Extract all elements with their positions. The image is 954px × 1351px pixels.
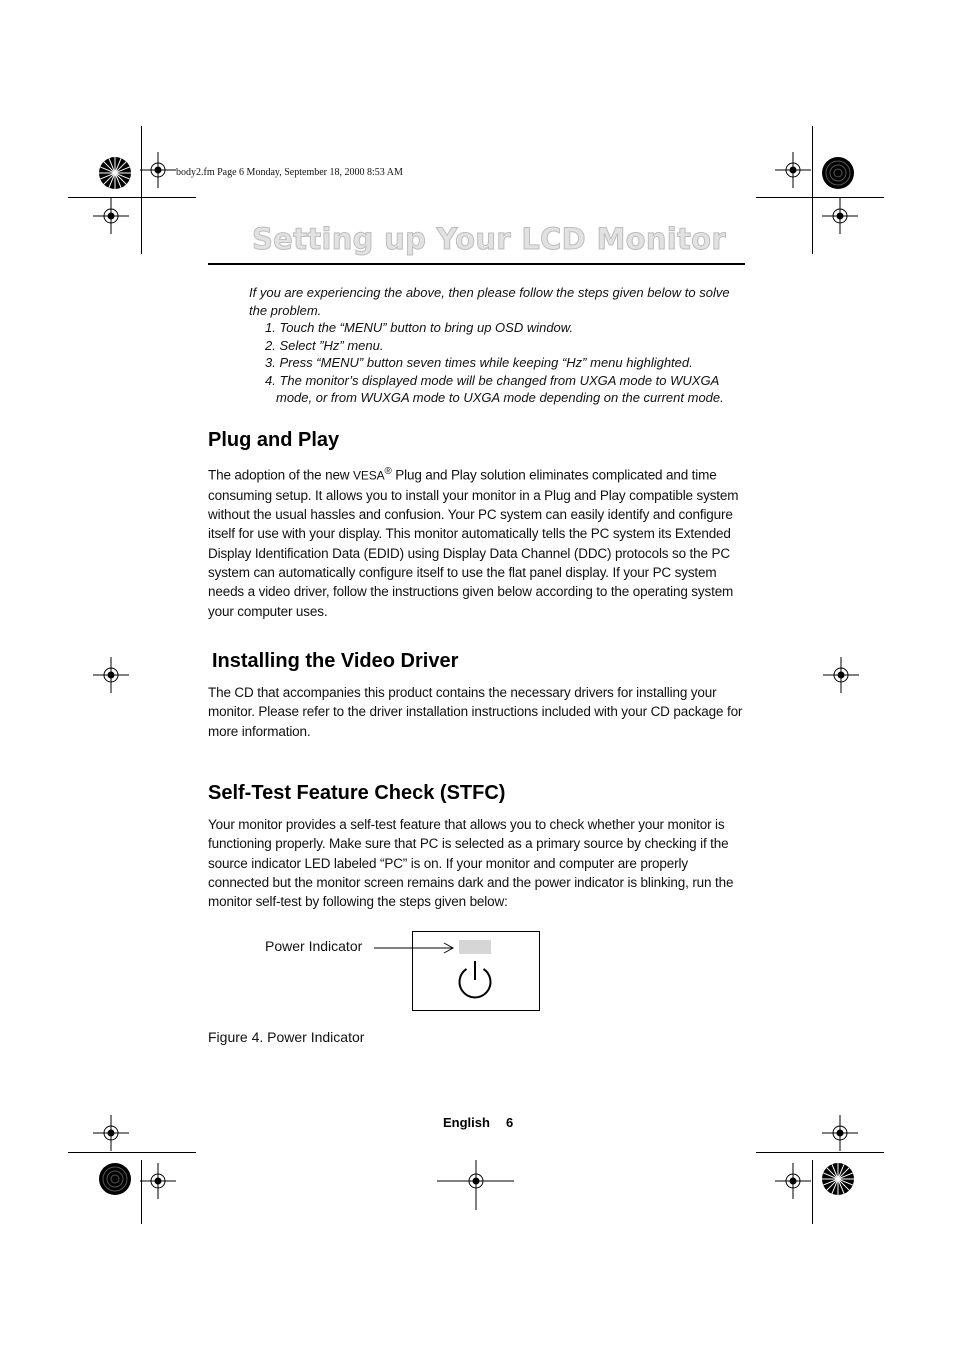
- installing-video-driver-body: The CD that accompanies this product contains the necessary drivers for installing your monitor. Please refer to the driver installation instructions included with your CD package for more information.: [208, 685, 743, 739]
- registration-target-icon: [93, 1115, 129, 1151]
- file-header-note: body2.fm Page 6 Monday, September 18, 2000 8:53 AM: [176, 167, 403, 178]
- page-title: Setting up Your LCD Monitor: [252, 222, 727, 256]
- intro-step: 2. Select ”Hz” menu.: [265, 337, 384, 353]
- page-footer: [443, 1115, 529, 1130]
- intro-text: If you are experiencing the above, then please follow the steps given below to solve the problem.: [249, 285, 730, 318]
- intro-step: 1. Touch the “MENU” button to bring up OSD window.: [265, 320, 574, 335]
- registration-target-icon: [93, 657, 129, 693]
- figure-power-indicator-label: Power Indicator: [265, 938, 363, 954]
- title-rule: [208, 263, 745, 265]
- figure-caption: Figure 4. Power Indicator: [208, 1029, 365, 1045]
- registration-star-icon: [99, 157, 131, 189]
- page-number: 6: [505, 1115, 514, 1130]
- registration-target-icon: [93, 198, 129, 234]
- registration-target-icon: [140, 1163, 176, 1199]
- self-test-body: Your monitor provides a self-test feature that allows you to check whether your monitor is functioning properly. Make sure that PC is selected as a primary source by checking if the source indicator LED labeled “PC” is on. If your monitor and computer are properly connected but the monitor screen remains dark and the power indicator is blinking, run the monitor self-test by following the steps given below:: [208, 817, 734, 910]
- plug-and-play-body: The adoption of the new VESA® Plug and Play solution eliminates complicated and time consuming setup. It allows you to install your monitor in a Plug and Play compatible system without the usual hassles and confusion. Your PC system can easily identify and configure itself for use with your display. This monitor automatically tells the PC system its Extended Display Identification Data (EDID) using Display Data Channel (DDC) protocols so the PC system can automatically configure itself to use the flat panel display. If your PC system needs a video driver, follow the instructions given below according to the operating system your computer uses.: [208, 466, 739, 619]
- registration-star-icon: [822, 1163, 854, 1195]
- registration-target-icon: [775, 152, 811, 188]
- heading-plug-and-play: Plug and Play: [208, 429, 340, 451]
- registration-target-icon: [822, 198, 858, 234]
- registration-target-icon: [775, 1163, 811, 1199]
- registration-dial-icon: [99, 1163, 131, 1195]
- power-indicator-led: [459, 940, 491, 954]
- intro-step: 4. The monitor’s displayed mode will be changed from UXGA mode to WUXGA mode, or from WUXGA mode to UXGA mode depending on the current mode.: [265, 372, 724, 405]
- registration-target-icon: [140, 152, 176, 188]
- registration-dial-icon: [822, 157, 854, 189]
- intro-step: 3. Press “MENU” button seven times while keeping “Hz” menu highlighted.: [265, 355, 693, 370]
- heading-installing-video-driver: Installing the Video Driver: [212, 650, 459, 672]
- power-icon: [452, 957, 498, 1003]
- registration-target-icon: [822, 1115, 858, 1151]
- intro-block: [249, 284, 749, 407]
- intro-steps: [249, 319, 749, 407]
- footer-language: English: [443, 1115, 490, 1130]
- registration-target-icon: [823, 657, 859, 693]
- heading-self-test: Self-Test Feature Check (STFC): [208, 782, 506, 804]
